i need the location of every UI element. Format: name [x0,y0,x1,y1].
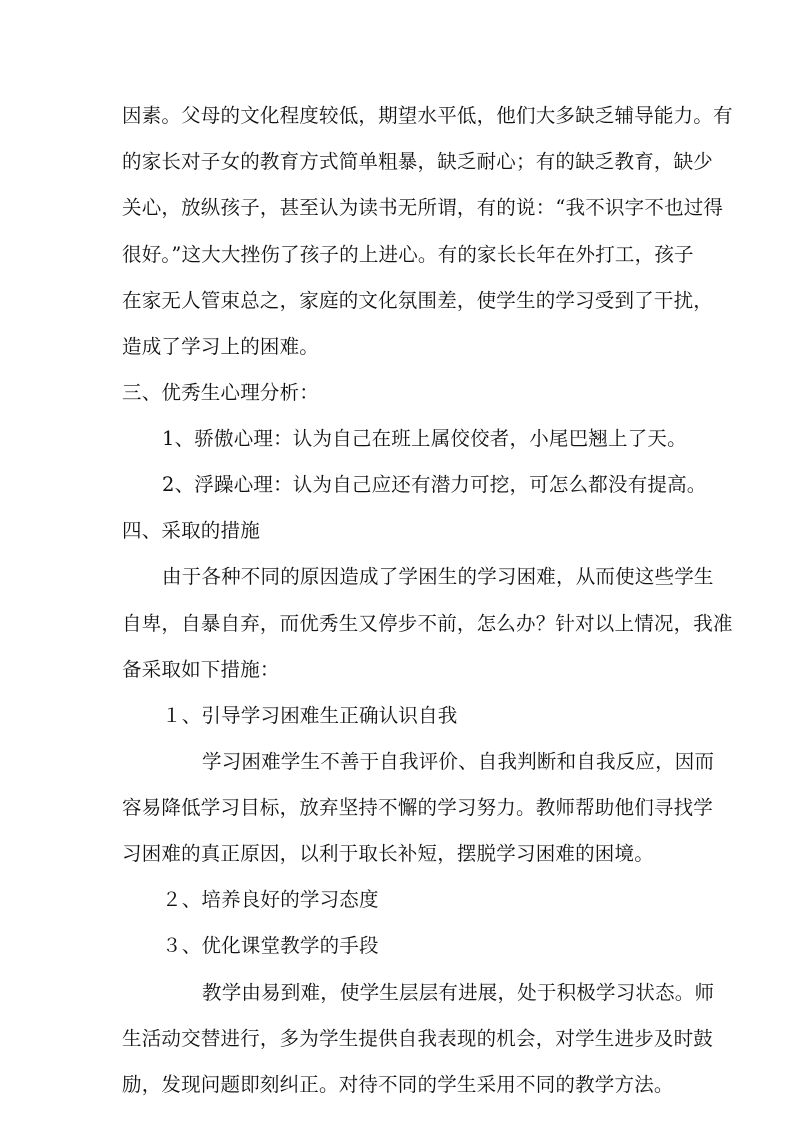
body-line: 励，发现问题即刻纠正。对待不同的学生采用不同的教学方法。 [122,1073,674,1096]
body-line: 自卑，自暴自弃，而优秀生又停步不前，怎么办？针对以上情况，我准 [122,612,733,635]
subheading: １、引导学习困难生正确认识自我 [162,704,458,727]
body-line: 教学由易到难，使学生层层有进展，处于积极学习状态。师 [202,981,715,1004]
subheading: ３、优化课堂教学的手段 [162,934,379,957]
body-line: 备采取如下措施： [122,658,280,681]
body-line: 关心，放纵孩子，甚至认为读书无所谓，有的说：“我不识字不也过得 [122,196,724,219]
body-line: 造成了学习上的困难。 [122,335,320,358]
body-line: 由于各种不同的原因造成了学困生的学习困难，从而使这些学生 [162,565,714,588]
list-item: 2、浮躁心理：认为自己应还有潜力可挖，可怎么都没有提高。 [162,473,707,496]
body-line: 学习困难学生不善于自我评价、自我判断和自我反应，因而 [202,750,715,773]
body-line: 因素。父母的文化程度较低，期望水平低，他们大多缺乏辅导能力。有 [122,104,733,127]
body-line: 容易降低学习目标，放弃坚持不懈的学习努力。教师帮助他们寻找学 [122,796,714,819]
body-line: 的家长对子女的教育方式简单粗暴，缺乏耐心；有的缺乏教育，缺少 [122,150,714,173]
body-line: 很好。”这大大挫伤了孩子的上进心。有的家长长年在外打工，孩子 [122,243,694,266]
section-heading: 三、优秀生心理分析： [122,381,320,404]
subheading: ２、培养良好的学习态度 [162,888,379,911]
body-line: 生活动交替进行，多为学生提供自我表现的机会，对学生进步及时鼓 [122,1027,714,1050]
body-line: 在家无人管束总之，家庭的文化氛围差，使学生的学习受到了干扰， [122,289,714,312]
body-line: 习困难的真正原因，以利于取长补短，摆脱学习困难的困境。 [122,842,654,865]
section-heading: 四、采取的措施 [122,519,260,542]
list-item: 1、骄傲心理：认为自己在班上属佼佼者，小尾巴翘上了天。 [162,427,687,450]
